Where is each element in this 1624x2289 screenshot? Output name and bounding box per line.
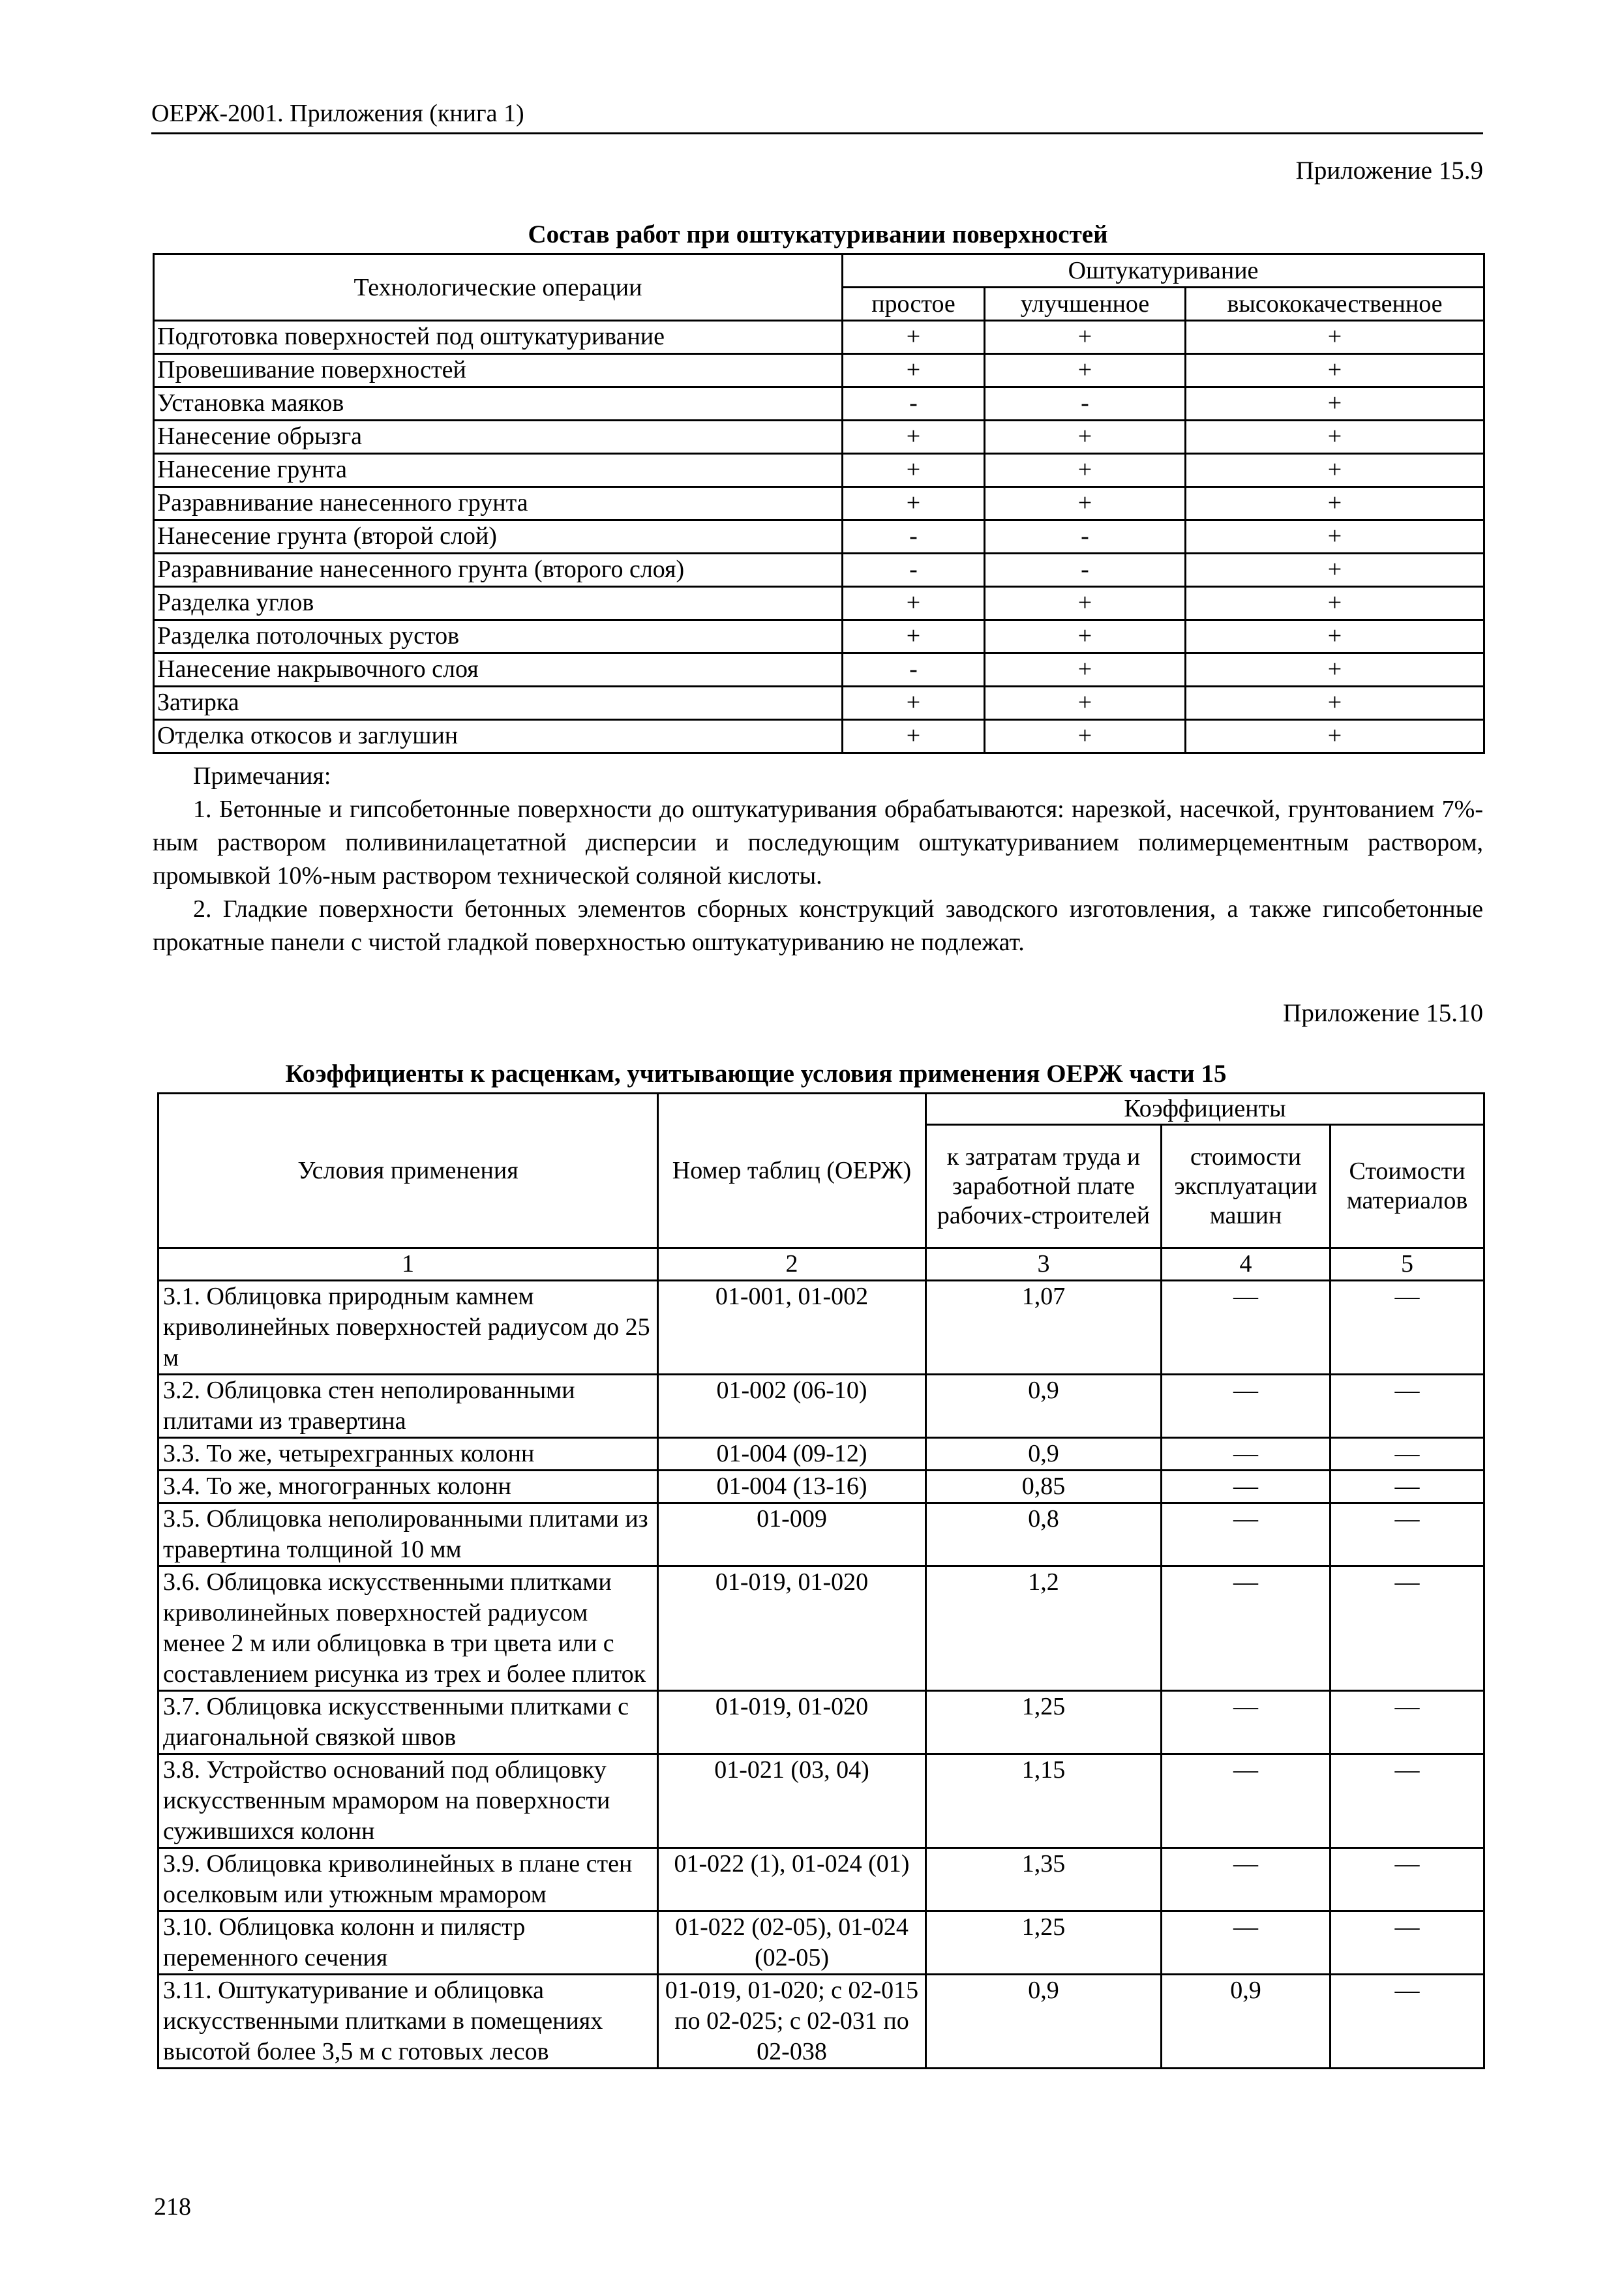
table-row	[154, 321, 1484, 354]
column-number: 2	[658, 1248, 926, 1281]
operation-name: Разделка углов	[154, 587, 843, 620]
operation-name: Разравнивание нанесенного грунта	[154, 487, 843, 520]
table-row	[154, 520, 1484, 554]
column-header-table-number: Номер таблиц (ОЕРЖ)	[658, 1094, 926, 1248]
table-row	[158, 1503, 1484, 1566]
operation-name: Отделка откосов и заглушин	[154, 720, 843, 753]
operation-mark: +	[843, 587, 985, 620]
column-header-improved: улучшенное	[985, 288, 1186, 321]
column-number: 3	[926, 1248, 1162, 1281]
operation-mark: -	[985, 387, 1186, 421]
table-row	[158, 1375, 1484, 1438]
column-header-materials: Стоимости материалов	[1331, 1125, 1484, 1248]
labor-coefficient-cell: 0,85	[926, 1471, 1162, 1503]
table-number-cell: 01-009	[658, 1503, 926, 1566]
operation-mark: -	[985, 554, 1186, 587]
operation-mark: +	[1186, 554, 1484, 587]
table-number-cell: 01-001, 01-002	[658, 1281, 926, 1375]
condition-cell: 3.10. Облицовка колонн и пилястр переменного сечения	[158, 1911, 658, 1975]
condition-cell: 3.11. Оштукатуривание и облицовка искусственными плитками в помещениях высотой более 3,5 м с готовых лесов	[158, 1975, 658, 2069]
materials-coefficient-cell: —	[1331, 1281, 1484, 1375]
operation-mark: +	[985, 653, 1186, 687]
table-row	[158, 1438, 1484, 1471]
labor-coefficient-cell: 0,8	[926, 1503, 1162, 1566]
table-row	[154, 354, 1484, 387]
table-number-cell: 01-002 (06-10)	[658, 1375, 926, 1438]
table-row	[158, 1848, 1484, 1911]
operation-mark: +	[1186, 687, 1484, 720]
labor-coefficient-cell: 0,9	[926, 1375, 1162, 1438]
operation-mark: +	[985, 720, 1186, 753]
column-header-high-quality: высококачественное	[1186, 288, 1484, 321]
machines-coefficient-cell: —	[1162, 1848, 1331, 1911]
condition-cell: 3.5. Облицовка неполированными плитами из травертина толщиной 10 мм	[158, 1503, 658, 1566]
machines-coefficient-cell: —	[1162, 1691, 1331, 1754]
table-number-cell: 01-004 (13-16)	[658, 1471, 926, 1503]
table-row	[158, 1566, 1484, 1691]
operation-mark: +	[843, 720, 985, 753]
materials-coefficient-cell: —	[1331, 1471, 1484, 1503]
operation-mark: +	[985, 687, 1186, 720]
labor-coefficient-cell: 0,9	[926, 1438, 1162, 1471]
operation-mark: +	[1186, 421, 1484, 454]
column-header-plastering: Оштукатуривание	[843, 254, 1484, 288]
materials-coefficient-cell: —	[1331, 1375, 1484, 1438]
operation-mark: +	[985, 321, 1186, 354]
operation-mark: +	[1186, 520, 1484, 554]
column-number: 4	[1162, 1248, 1331, 1281]
condition-cell: 3.2. Облицовка стен неполированными плитами из травертина	[158, 1375, 658, 1438]
column-header-simple: простое	[843, 288, 985, 321]
notes-title: Примечания:	[193, 762, 331, 790]
table-row	[154, 720, 1484, 753]
operation-mark: +	[843, 487, 985, 520]
appendix-label-15-10: Приложение 15.10	[1283, 999, 1483, 1027]
machines-coefficient-cell: —	[1162, 1375, 1331, 1438]
plastering-operations-table	[153, 253, 1485, 754]
table-row	[154, 620, 1484, 653]
operation-mark: +	[843, 687, 985, 720]
materials-coefficient-cell: —	[1331, 1566, 1484, 1691]
operation-mark: -	[843, 554, 985, 587]
materials-coefficient-cell: —	[1331, 1438, 1484, 1471]
page-number: 218	[154, 2193, 191, 2221]
note-2: 2. Гладкие поверхности бетонных элементов сборных конструкций заводского изготовления, а также гипсобетонные прокатные панели с чистой гладкой поверхностью оштукатуриванию не подлежат.	[153, 895, 1483, 956]
labor-coefficient-cell: 1,35	[926, 1848, 1162, 1911]
column-header-operations: Технологические операции	[154, 254, 843, 321]
operation-mark: +	[1186, 587, 1484, 620]
machines-coefficient-cell: —	[1162, 1438, 1331, 1471]
header-rule	[151, 132, 1483, 134]
running-header: ОЕРЖ-2001. Приложения (книга 1)	[151, 100, 524, 127]
operation-name: Разделка потолочных рустов	[154, 620, 843, 653]
machines-coefficient-cell: —	[1162, 1566, 1331, 1691]
condition-cell: 3.1. Облицовка природным камнем криволинейных поверхностей радиусом до 25 м	[158, 1281, 658, 1375]
condition-cell: 3.9. Облицовка криволинейных в плане стен оселковым или утюжным мрамором	[158, 1848, 658, 1911]
machines-coefficient-cell: —	[1162, 1911, 1331, 1975]
table-row	[154, 421, 1484, 454]
operation-mark: +	[985, 354, 1186, 387]
condition-cell: 3.4. То же, многогранных колонн	[158, 1471, 658, 1503]
condition-cell: 3.7. Облицовка искусственными плитками с диагональной связкой швов	[158, 1691, 658, 1754]
labor-coefficient-cell: 1,2	[926, 1566, 1162, 1691]
column-header-coefficients: Коэффициенты	[926, 1094, 1484, 1125]
materials-coefficient-cell: —	[1331, 1754, 1484, 1848]
machines-coefficient-cell: —	[1162, 1754, 1331, 1848]
table-row	[158, 1754, 1484, 1848]
table-row	[154, 454, 1484, 487]
table-number-cell: 01-022 (02-05), 01-024 (02-05)	[658, 1911, 926, 1975]
operation-mark: +	[1186, 653, 1484, 687]
operation-mark: -	[843, 520, 985, 554]
operation-mark: -	[843, 653, 985, 687]
labor-coefficient-cell: 1,25	[926, 1911, 1162, 1975]
operation-mark: +	[1186, 487, 1484, 520]
table-row	[154, 554, 1484, 587]
operation-mark: +	[985, 587, 1186, 620]
operation-name: Подготовка поверхностей под оштукатуривание	[154, 321, 843, 354]
condition-cell: 3.6. Облицовка искусственными плитками криволинейных поверхностей радиусом менее 2 м или облицовка в три цвета или с составлением рисунка из трех и более плиток	[158, 1566, 658, 1691]
operation-mark: +	[843, 421, 985, 454]
table-row	[154, 653, 1484, 687]
operation-name: Нанесение накрывочного слоя	[154, 653, 843, 687]
operation-mark: +	[843, 454, 985, 487]
machines-coefficient-cell: —	[1162, 1471, 1331, 1503]
operation-mark: +	[985, 421, 1186, 454]
table-row	[158, 1471, 1484, 1503]
labor-coefficient-cell: 1,15	[926, 1754, 1162, 1848]
operation-name: Разравнивание нанесенного грунта (второго слоя)	[154, 554, 843, 587]
column-header-machines: стоимости эксплуатации машин	[1162, 1125, 1331, 1248]
labor-coefficient-cell: 0,9	[926, 1975, 1162, 2069]
materials-coefficient-cell: —	[1331, 1691, 1484, 1754]
table-row	[154, 487, 1484, 520]
notes-block	[153, 760, 1483, 959]
operation-mark: +	[1186, 354, 1484, 387]
machines-coefficient-cell: —	[1162, 1503, 1331, 1566]
plastering-table-title: Состав работ при оштукатуривании поверхностей	[528, 220, 1108, 248]
condition-cell: 3.3. То же, четырехгранных колонн	[158, 1438, 658, 1471]
operation-mark: +	[1186, 321, 1484, 354]
column-header-conditions: Условия применения	[158, 1094, 658, 1248]
operation-name: Нанесение обрызга	[154, 421, 843, 454]
materials-coefficient-cell: —	[1331, 1911, 1484, 1975]
operation-mark: -	[985, 520, 1186, 554]
note-1: 1. Бетонные и гипсобетонные поверхности до оштукатуривания обрабатываются: нарезкой, насечкой, грунтованием 7%-ным раствором поливинилацетатной дисперсии и последующим оштукатуриванием полимерцементным раствором, промывкой 10%-ным раствором технической соляной кислоты.	[153, 796, 1483, 890]
coefficients-table-title: Коэффициенты к расценкам, учитывающие условия применения ОЕРЖ части 15	[285, 1060, 1227, 1088]
operation-name: Нанесение грунта	[154, 454, 843, 487]
coefficients-table	[157, 1092, 1485, 2069]
operation-mark: +	[1186, 454, 1484, 487]
table-number-cell: 01-019, 01-020	[658, 1566, 926, 1691]
operation-mark: +	[1186, 720, 1484, 753]
operation-name: Затирка	[154, 687, 843, 720]
operation-mark: +	[985, 454, 1186, 487]
operation-name: Нанесение грунта (второй слой)	[154, 520, 843, 554]
operation-mark: +	[985, 487, 1186, 520]
materials-coefficient-cell: —	[1331, 1503, 1484, 1566]
operation-mark: +	[843, 321, 985, 354]
operation-mark: +	[985, 620, 1186, 653]
condition-cell: 3.8. Устройство оснований под облицовку искусственным мрамором на поверхности сужившихся колонн	[158, 1754, 658, 1848]
machines-coefficient-cell: 0,9	[1162, 1975, 1331, 2069]
table-row	[154, 587, 1484, 620]
materials-coefficient-cell: —	[1331, 1975, 1484, 2069]
operation-mark: +	[843, 354, 985, 387]
labor-coefficient-cell: 1,25	[926, 1691, 1162, 1754]
table-number-cell: 01-019, 01-020; с 02-015 по 02-025; с 02-031 по 02-038	[658, 1975, 926, 2069]
operation-name: Провешивание поверхностей	[154, 354, 843, 387]
operation-mark: +	[1186, 387, 1484, 421]
table-row	[158, 1975, 1484, 2069]
appendix-label-15-9: Приложение 15.9	[1295, 157, 1483, 185]
labor-coefficient-cell: 1,07	[926, 1281, 1162, 1375]
column-number: 1	[158, 1248, 658, 1281]
operation-mark: -	[843, 387, 985, 421]
table-row	[158, 1691, 1484, 1754]
table-number-cell: 01-022 (1), 01-024 (01)	[658, 1848, 926, 1911]
table-row	[154, 687, 1484, 720]
column-number: 5	[1331, 1248, 1484, 1281]
table-number-cell: 01-019, 01-020	[658, 1691, 926, 1754]
table-number-cell: 01-004 (09-12)	[658, 1438, 926, 1471]
machines-coefficient-cell: —	[1162, 1281, 1331, 1375]
operation-mark: +	[843, 620, 985, 653]
table-row	[154, 387, 1484, 421]
materials-coefficient-cell: —	[1331, 1848, 1484, 1911]
table-number-cell: 01-021 (03, 04)	[658, 1754, 926, 1848]
column-header-labor: к затратам труда и заработной плате рабочих-строителей	[926, 1125, 1162, 1248]
operation-mark: +	[1186, 620, 1484, 653]
table-row	[158, 1281, 1484, 1375]
operation-name: Установка маяков	[154, 387, 843, 421]
table-row	[158, 1911, 1484, 1975]
